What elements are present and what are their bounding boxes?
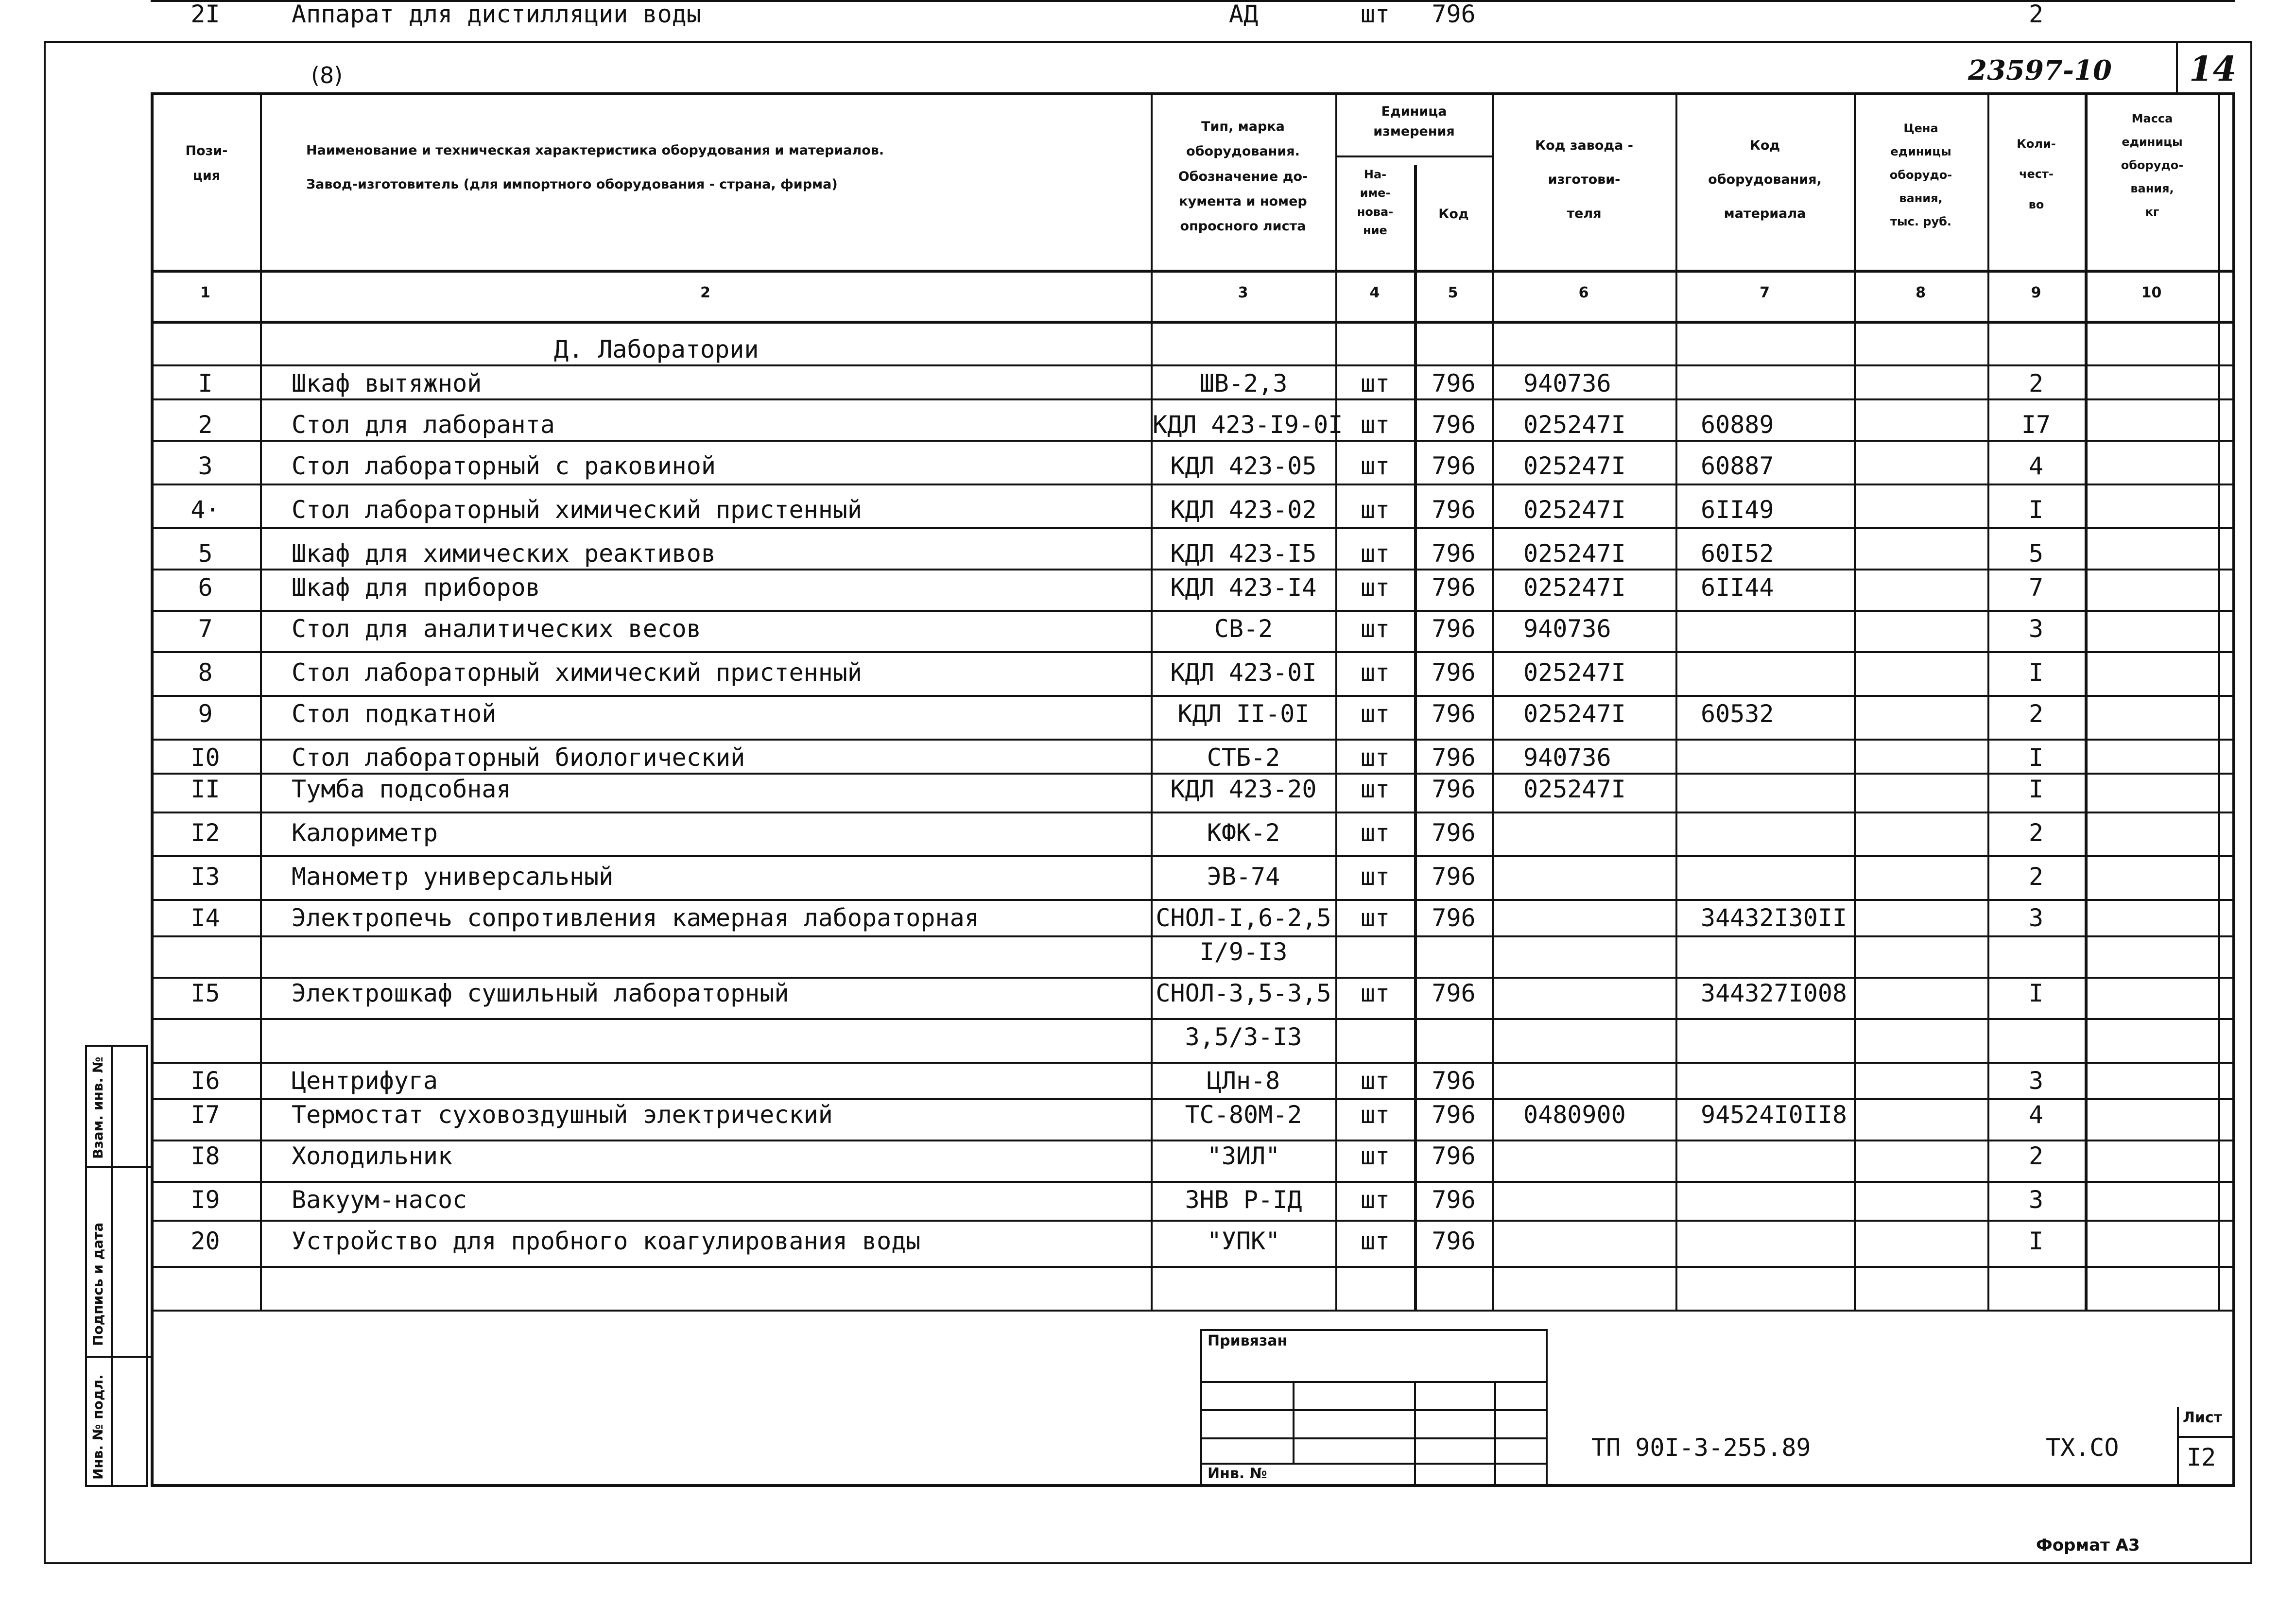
row-name: Устройство для пробного коагулирования воды (292, 1227, 921, 1255)
section-title: Д. Лаборатории (554, 335, 759, 363)
row-divider (151, 1266, 2235, 1268)
row-position: 2 (198, 411, 213, 439)
header-quantity: Коли- чест- во (2017, 137, 2056, 211)
row-type: КДЛ 423-I4 (1170, 573, 1317, 602)
column-number-5: 5 (1448, 284, 1458, 301)
row-name: Тумба подсобная (292, 775, 511, 803)
row-type: КДЛ 423-I9-0I (1153, 411, 1343, 439)
row-divider (151, 739, 2235, 741)
row-quantity: 2 (2028, 700, 2044, 728)
row-unit-code: 796 (1432, 573, 1476, 602)
row-unit: шт (1360, 0, 1390, 28)
row-factory-code: 940736 (1523, 369, 1611, 397)
row-quantity: 2 (2028, 819, 2044, 847)
row-divider (151, 1181, 2235, 1183)
row-unit-code: 796 (1432, 452, 1476, 480)
row-factory-code: 025247I (1523, 573, 1626, 602)
column-number-7: 7 (1760, 284, 1770, 301)
row-quantity: I (2028, 658, 2044, 687)
row-name: Термостат суховоздушный электрический (292, 1101, 833, 1129)
row-name: Стол для аналитических весов (292, 615, 701, 643)
row-quantity: 3 (2028, 904, 2044, 932)
inventory-number-label: Инв. № (1208, 1465, 1267, 1482)
row-unit-code: 796 (1432, 496, 1476, 524)
header-unit-code: Код (1438, 207, 1469, 222)
header-name: Наименование и техническая характеристика оборудования и материалов. Завод-изготовитель (для импортного оборудования - страна, фирма) (306, 143, 884, 192)
row-equipment-code: 60I52 (1701, 539, 1774, 568)
header-unit-price: Цена единицы оборудо- вания, тыс. руб. (1889, 121, 1952, 228)
row-divider (151, 0, 2235, 2)
row-position: I7 (190, 1101, 220, 1129)
row-name: Калориметр (292, 819, 438, 847)
row-factory-code: 940736 (1523, 615, 1611, 643)
row-position: 20 (190, 1227, 220, 1255)
row-divider (151, 1220, 2235, 1222)
row-unit: шт (1360, 1142, 1390, 1170)
row-divider (151, 527, 2235, 529)
row-type: КДЛ 423-02 (1170, 496, 1317, 524)
row-unit-code: 796 (1432, 1067, 1476, 1095)
header-type: Тип, марка оборудования. Обозначение до- кумента и номер опросного листа (1178, 119, 1308, 234)
row-position: I5 (190, 979, 220, 1007)
row-position: I (198, 369, 213, 397)
row-name: Стол лабораторный с раковиной (292, 452, 716, 480)
row-unit: шт (1360, 904, 1390, 932)
row-position: 6 (198, 573, 213, 602)
row-type: "ЗИЛ" (1207, 1142, 1280, 1170)
row-equipment-code: 60532 (1701, 700, 1774, 728)
row-quantity: I (2028, 743, 2044, 772)
row-type: ШВ-2,3 (1199, 369, 1288, 397)
row-type: ЭВ-74 (1207, 863, 1280, 891)
row-unit: шт (1360, 1067, 1390, 1095)
column-number-8: 8 (1916, 284, 1926, 301)
row-position: 3 (198, 452, 213, 480)
header-factory-code: Код завода - изготови- теля (1535, 138, 1633, 222)
row-type: "УПК" (1207, 1227, 1280, 1255)
row-factory-code: 025247I (1523, 775, 1626, 803)
row-equipment-code: 344327I008 (1701, 979, 1847, 1007)
row-quantity: 4 (2028, 1101, 2044, 1129)
header-unit-group: Единица измерения (1373, 104, 1455, 139)
sheet-label: Лист (2183, 1409, 2223, 1426)
row-factory-code: 025247I (1523, 658, 1626, 687)
row-unit-code: 796 (1432, 615, 1476, 643)
row-name: Стол лабораторный химический пристенный (292, 658, 862, 687)
row-unit: шт (1360, 369, 1390, 397)
row-name: Холодильник (292, 1142, 453, 1170)
row-equipment-code: 34432I30II (1701, 904, 1847, 932)
row-type: ЗНВ Р-IД (1185, 1186, 1302, 1214)
row-name: Шкаф для химических реактивов (292, 539, 716, 568)
row-unit-code: 796 (1432, 819, 1476, 847)
row-type: I/9-I3 (1199, 938, 1288, 966)
row-factory-code: 025247I (1523, 452, 1626, 480)
row-name: Манометр универсальный (292, 863, 614, 891)
row-name: Электрошкаф сушильный лабораторный (292, 979, 789, 1007)
column-number-3: 3 (1238, 284, 1248, 301)
row-divider (151, 569, 2235, 570)
row-divider (151, 440, 2235, 442)
row-type: ЦЛн-8 (1207, 1067, 1280, 1095)
row-name: Аппарат для дистилляции воды (292, 0, 701, 28)
row-name: Стол лабораторный биологический (292, 743, 745, 772)
row-unit: шт (1360, 539, 1390, 568)
row-equipment-code: 94524I0II8 (1701, 1101, 1847, 1129)
page-number-handwritten: 14 (2189, 49, 2237, 89)
row-divider (151, 1018, 2235, 1020)
header-unit-name: На- име- нова- ние (1357, 168, 1394, 238)
row-unit: шт (1360, 1227, 1390, 1255)
row-quantity: 2 (2028, 0, 2044, 28)
row-position: I9 (190, 1186, 220, 1214)
row-position: 9 (198, 700, 213, 728)
side-stamp-inv-label: Инв. № подл. (90, 1374, 106, 1480)
row-unit: шт (1360, 743, 1390, 772)
row-name: Центрифуга (292, 1067, 438, 1095)
row-type: 3,5/3-I3 (1185, 1023, 1302, 1051)
row-unit: шт (1360, 775, 1390, 803)
row-equipment-code: 60889 (1701, 411, 1774, 439)
row-type: АД (1228, 0, 1259, 28)
row-quantity: 3 (2028, 1186, 2044, 1214)
column-number-10: 10 (2141, 284, 2162, 301)
row-name: Электропечь сопротивления камерная лабораторная (292, 904, 979, 932)
row-position: I3 (190, 863, 220, 891)
row-divider (151, 812, 2235, 813)
row-unit: шт (1360, 700, 1390, 728)
row-divider (151, 773, 2235, 775)
row-quantity: I (2028, 496, 2044, 524)
row-type: СВ-2 (1214, 615, 1273, 643)
row-divider (151, 1062, 2235, 1064)
row-quantity: 4 (2028, 452, 2044, 480)
row-unit: шт (1360, 658, 1390, 687)
row-unit: шт (1360, 411, 1390, 439)
row-equipment-code: 60887 (1701, 452, 1774, 480)
row-name: Стол для лаборанта (292, 411, 555, 439)
row-unit: шт (1360, 615, 1390, 643)
row-factory-code: 940736 (1523, 743, 1611, 772)
row-position: 8 (198, 658, 213, 687)
row-divider (151, 398, 2235, 400)
row-unit: шт (1360, 496, 1390, 524)
row-unit: шт (1360, 819, 1390, 847)
row-unit-code: 796 (1432, 743, 1476, 772)
row-quantity: 7 (2028, 573, 2044, 602)
row-name: Стол лабораторный химический пристенный (292, 496, 862, 524)
row-type: КДЛ 423-20 (1170, 775, 1317, 803)
row-quantity: 2 (2028, 863, 2044, 891)
row-equipment-code: 6II44 (1701, 573, 1774, 602)
row-unit-code: 796 (1432, 1142, 1476, 1170)
row-type: СНОЛ-I,6-2,5 (1156, 904, 1331, 932)
sheet-number: I2 (2187, 1443, 2216, 1471)
format-label: Формат А3 (2036, 1536, 2140, 1555)
row-quantity: 3 (2028, 1067, 2044, 1095)
row-unit: шт (1360, 979, 1390, 1007)
row-quantity: 2 (2028, 1142, 2044, 1170)
row-type: КДЛ II-0I (1177, 700, 1310, 728)
row-type: СТБ-2 (1207, 743, 1280, 772)
column-number-1: 1 (200, 284, 210, 301)
row-factory-code: 025247I (1523, 496, 1626, 524)
row-position: II (190, 775, 220, 803)
row-position: I0 (190, 743, 220, 772)
row-unit-code: 796 (1432, 1186, 1476, 1214)
row-unit: шт (1360, 573, 1390, 602)
header-position: Пози- ция (185, 143, 228, 184)
row-divider (151, 651, 2235, 653)
row-factory-code: 025247I (1523, 700, 1626, 728)
page-number-divider (2176, 41, 2178, 95)
row-type: СНОЛ-3,5-3,5 (1156, 979, 1331, 1007)
row-unit-code: 796 (1432, 1101, 1476, 1129)
row-name: Вакуум-насос (292, 1186, 467, 1214)
row-type: КДЛ 423-I5 (1170, 539, 1317, 568)
row-divider (151, 1098, 2235, 1100)
header-unit-mass: Масса единицы оборудо- вания, кг (2121, 112, 2184, 219)
column-number-2: 2 (700, 284, 710, 301)
row-position: I8 (190, 1142, 220, 1170)
row-position: 5 (198, 539, 213, 568)
row-position: I4 (190, 904, 220, 932)
row-unit-code: 796 (1432, 1227, 1476, 1255)
row-type: КФК-2 (1207, 819, 1280, 847)
row-divider (151, 610, 2235, 612)
bracket-label: (8) (311, 62, 343, 88)
row-name: Стол подкатной (292, 700, 497, 728)
row-type: КДЛ 423-0I (1170, 658, 1317, 687)
row-position: I6 (190, 1067, 220, 1095)
row-quantity: I (2028, 775, 2044, 803)
row-quantity: 5 (2028, 539, 2044, 568)
row-name: Шкаф вытяжной (292, 369, 482, 397)
header-equipment-code: Код оборудования, материала (1708, 138, 1822, 222)
row-type: КДЛ 423-05 (1170, 452, 1317, 480)
row-divider (151, 977, 2235, 979)
row-unit-code: 796 (1432, 539, 1476, 568)
row-quantity: I (2028, 979, 2044, 1007)
row-position: 2I (190, 0, 220, 28)
row-unit-code: 796 (1432, 775, 1476, 803)
row-factory-code: 0480900 (1523, 1101, 1626, 1129)
document-code: ТП 90I-3-255.89 (1591, 1434, 1811, 1462)
column-number-4: 4 (1369, 284, 1380, 301)
row-position: 7 (198, 615, 213, 643)
row-unit-code: 796 (1432, 658, 1476, 687)
column-number-6: 6 (1578, 284, 1589, 301)
row-quantity: I (2028, 1227, 2044, 1255)
row-unit: шт (1360, 1101, 1390, 1129)
row-quantity: I7 (2021, 411, 2051, 439)
row-divider (151, 484, 2235, 485)
row-unit-code: 796 (1432, 904, 1476, 932)
document-mark: ТХ.СО (2046, 1434, 2119, 1462)
side-stamp-signature-label: Подпись и дата (90, 1222, 106, 1346)
row-unit-code: 796 (1432, 863, 1476, 891)
row-unit: шт (1360, 452, 1390, 480)
row-divider (151, 935, 2235, 937)
row-unit-code: 796 (1432, 369, 1476, 397)
row-name: Шкаф для приборов (292, 573, 540, 602)
row-divider (151, 899, 2235, 901)
row-unit: шт (1360, 863, 1390, 891)
row-equipment-code: 6II49 (1701, 496, 1774, 524)
row-quantity: 3 (2028, 615, 2044, 643)
row-divider (151, 855, 2235, 857)
row-quantity: 2 (2028, 369, 2044, 397)
row-divider (151, 1140, 2235, 1141)
row-position: I2 (190, 819, 220, 847)
column-number-9: 9 (2031, 284, 2041, 301)
row-unit-code: 796 (1432, 700, 1476, 728)
binding-label: Привязан (1208, 1332, 1288, 1349)
row-unit-code: 796 (1432, 0, 1476, 28)
row-divider (151, 695, 2235, 697)
row-type: ТС-80М-2 (1185, 1101, 1302, 1129)
row-unit: шт (1360, 1186, 1390, 1214)
row-factory-code: 025247I (1523, 411, 1626, 439)
row-factory-code: 025247I (1523, 539, 1626, 568)
row-unit-code: 796 (1432, 411, 1476, 439)
document-number-handwritten: 23597-10 (1968, 54, 2112, 86)
side-stamp-vzam-label: Взам. инв. № (90, 1056, 106, 1159)
row-position: 4· (190, 496, 220, 524)
row-unit-code: 796 (1432, 979, 1476, 1007)
